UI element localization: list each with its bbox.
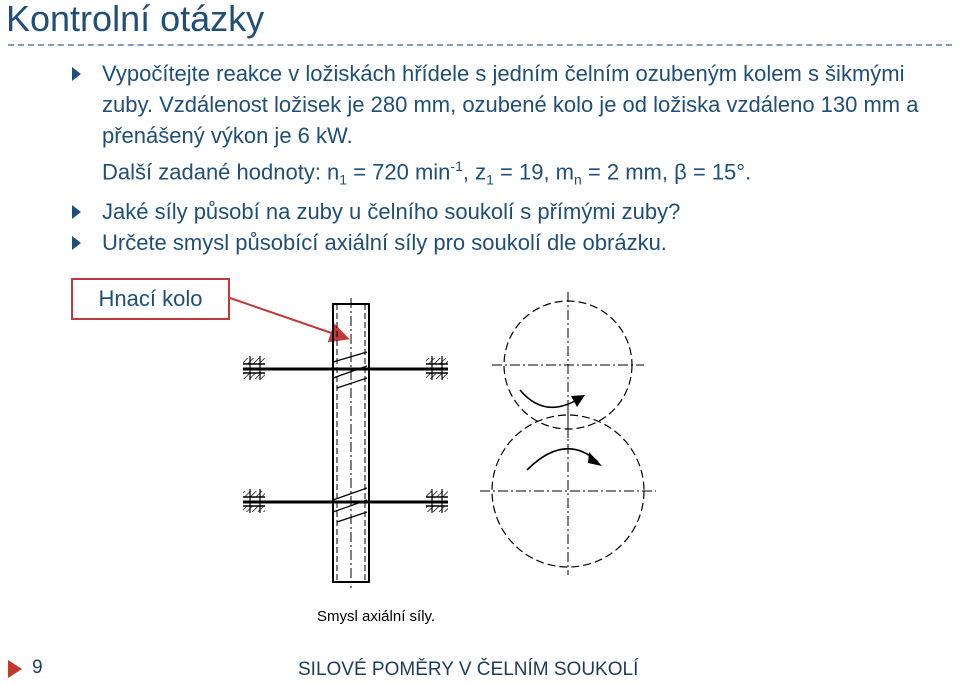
lower-shaft [243,489,448,513]
given-z-label: , z [462,159,487,185]
slide-title: Kontrolní otázky [6,0,265,39]
given-n-sub: 1 [339,171,348,188]
question-2-text: Jaké síly působí na zuby u čelního soukolí s přímými zuby? [102,198,681,224]
footer-arrow-icon [8,660,22,678]
given-n-value: = 720 min [347,159,451,185]
lower-rotation-arrow [527,449,598,470]
upper-shaft [243,356,448,380]
upper-rotation-arrow [520,390,580,407]
callout-arrow [230,298,346,338]
driving-gear-callout: Hnací kolo [71,278,230,320]
gear-side-view [333,298,369,588]
given-z-value: = 19, m [493,159,574,185]
page-number: 9 [32,657,43,678]
gear-front-view [480,292,656,575]
lower-arrowhead [588,452,602,466]
given-z-sub: 1 [486,171,494,188]
question-1-text: Vypočítejte reakce v ložiskách hřídele s jedním čelním ozubeným kolem s šikmými zuby. Vzdálenost ložisek je 280 mm, ozubené kolo je od ložiska vzdáleno 130 mm a přenášený výkon je 6 kW. [102,61,919,148]
footer-title: SILOVÉ POMĚRY V ČELNÍM SOUKOLÍ [298,659,639,680]
given-prefix: Další zadané hodnoty: n [102,159,340,185]
question-3-text: Určete smysl působící axiální síly pro soukolí dle obrázku. [102,229,667,255]
axial-force-caption: Smysl axiální síly. [317,608,436,625]
given-m-value: = 2 mm, β = 15°. [581,159,752,185]
given-m-sub: n [574,171,582,188]
given-n-sup: -1 [450,158,463,174]
